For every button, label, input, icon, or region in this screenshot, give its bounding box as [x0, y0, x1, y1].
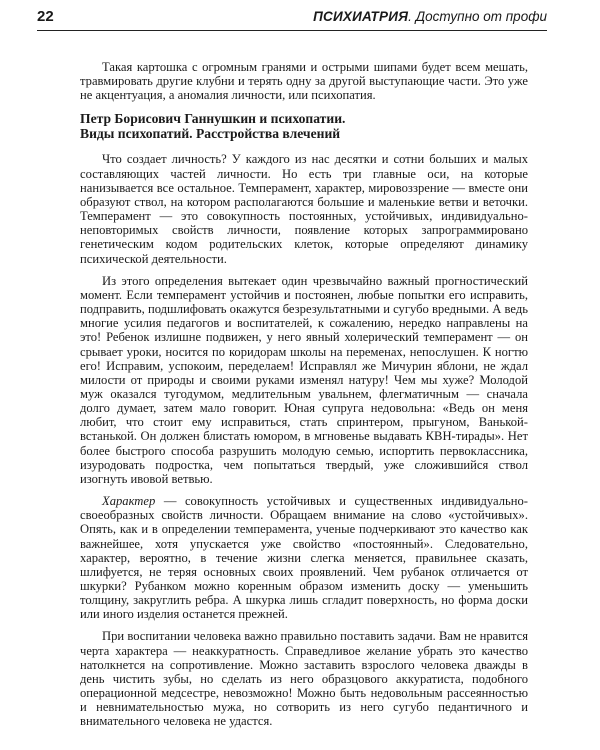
page-body — [80, 60, 528, 737]
running-title — [313, 9, 547, 24]
section-heading-line-2: Виды психопатий. Расстройства влечений — [80, 126, 341, 142]
term-character: Характер — [102, 494, 156, 509]
paragraph-upbringing: При воспитании человека важно правильно поставить задачи. Вам не нравится черта характера — неаккуратность. Справедливое желание убрать это качество натолкнется на сопротивление. Можно заставить взрослого человека дважды в день чистить зубы, но сделать из него образцового аккуратиста, подобного операционной медсестре, невозможно! Можно быть недовольным рассеянностью и невнимательностью мужа, но сотворить из него сугубо педантичного и внимательного человека не удастся. — [80, 629, 528, 729]
page-number: 22 — [37, 8, 54, 25]
book-subtitle: . Доступно от профи — [408, 9, 547, 24]
paragraph-temperament: Из этого определения вытекает один чрезвычайно важный прогностический момент. Если темперамент устойчив и постоянен, любые попытки его исправить, подправить, подшлифовать окажутся безрезультатными и сугубо вредными. А ведь многие усилия педагогов и воспитателей, к сожалению, нередко направлены на это! Ребенок излишне подвижен, у него явный холерический темперамент — он срывает уроки, носится по коридорам школы на переменах, непослушен. К ногтю его! Исправим, успокоим, переделаем! Исправлял же Мичурин яблони, не ждал милости от природы и своими руками изменял натуру! Чем мы хуже? Молодой муж оказался тугодумом, медлительным увальнем, флегматичным — сначала долго думает, затем мало говорит. Юная супруга недовольна: «Ведь он меня любит, что стоит ему исправиться, стать спринтером, прыгуном, Ванькой-встанькой. Он должен блистать юмором, в мгновенье выдавать КВН-тирады». Нет более быстрого способа разрушить молодую семью, испортить первоклассника, изуродовать подростка, чем попытаться твердый, уже сложившийся ствол изогнуть ивовой ветвью. — [80, 273, 528, 486]
book-title: ПСИХИАТРИЯ — [313, 9, 409, 24]
running-header — [37, 6, 547, 31]
section-heading — [80, 111, 528, 141]
paragraph-character — [80, 494, 528, 621]
intro-paragraph: Такая картошка с огромным гранями и острыми шипами будет всем мешать, травмировать другие клубни и терять одну за другой выступающие части. Это уже не акцентуация, а аномалия личности, или психопатия. — [80, 60, 528, 103]
character-definition: — совокупность устойчивых и существенных индивидуально-своеобразных свойств личности. Обращаем внимание на слово «устойчивых». Опять, как и в определении темперамента, ученые подчеркивают это качество как важнейшее, хотя упускается уже свойство «постоянный». Следовательно, характер, вероятно, в течение жизни слегка меняется, правильнее сказать, шлифуется, не теряя основных своих проявлений. Чем рубанок отличается от шкурки? Рубанком можно коренным образом изменить доску — уменьшить толщину, закруглить ребра. А шкурка лишь сгладит поверхность, но форма доски или иного изделия останется прежней. — [80, 494, 528, 622]
paragraph-personality: Что создает личность? У каждого из нас десятки и сотни больших и малых составляющих частей личности. Но есть три главные оси, на которые нанизывается все остальное. Темперамент, характер, мировоззрение — вместе они образуют ствол, на котором располагаются большие и маленькие ветви и веточки. Темперамент — это совокупность постоянных, устойчивых, индивидуально-неповторимых свойств личности, появление которых запрограммировано генетическим кодом родительских клеток, которые определяют динамику психической деятельности. — [80, 152, 528, 266]
section-heading-line-1: Петр Борисович Ганнушкин и психопатии. — [80, 111, 346, 127]
